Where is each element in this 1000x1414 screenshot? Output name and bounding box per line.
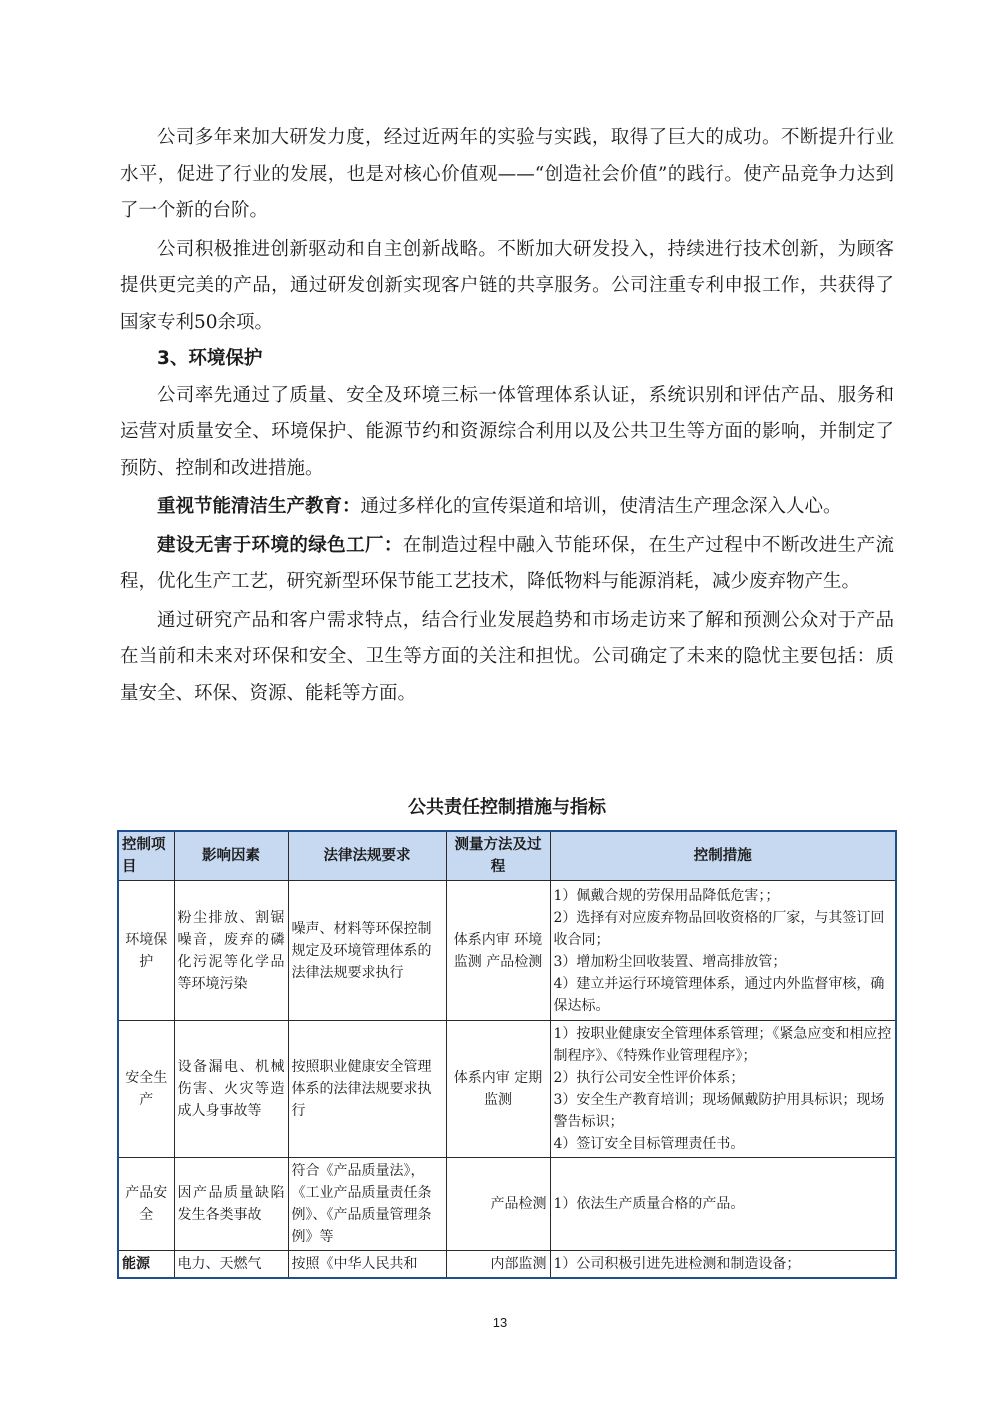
public-responsibility-table <box>117 830 897 1279</box>
paragraph-concerns: 通过研究产品和客户需求特点，结合行业发展趋势和市场走访来了解和预测公众对于产品在当前和未来对环保和安全、卫生等方面的关注和担忧。公司确定了未来的隐忧主要包括：质量安全、环保、资源、能耗等方面。 <box>120 609 894 704</box>
paragraph-green-factory <box>120 528 894 601</box>
header-measure: 测量方法及过程 <box>446 831 550 881</box>
table-row <box>118 1158 896 1251</box>
row-factor: 因产品质量缺陷发生各类事故 <box>174 1158 288 1251</box>
row-category: 安全生产 <box>118 1021 174 1158</box>
table-caption: 公共责任控制措施与指标 <box>408 797 606 818</box>
row-factor: 设备漏电、机械伤害、火灾等造成人身事故等 <box>174 1021 288 1158</box>
control-item: 3）安全生产教育培训；现场佩戴防护用具标识；现场警告标识； <box>553 1092 885 1130</box>
header-category: 控制项目 <box>118 831 174 881</box>
header-law: 法律法规要求 <box>288 831 446 881</box>
row-controls <box>550 1251 896 1279</box>
control-item: 3）增加粉尘回收装置、增高排放管； <box>553 953 787 970</box>
control-item: 1）佩戴合规的劳保用品降低危害；； <box>553 887 780 904</box>
control-item: 2）执行公司安全性评价体系； <box>553 1070 745 1086</box>
row-category: 能源 <box>118 1251 174 1279</box>
control-item: 2）选择有对应废弃物品回收资格的厂家，与其签订回收合同； <box>553 909 885 948</box>
row-measure: 体系内审 环境监测 产品检测 <box>446 881 550 1021</box>
table-row <box>118 1251 896 1279</box>
row-controls <box>550 1158 896 1251</box>
header-control: 控制措施 <box>550 831 896 881</box>
table-row <box>118 881 896 1021</box>
row-law: 噪声、材料等环保控制规定及环境管理体系的法律法规要求执行 <box>288 881 446 1021</box>
row-measure: 内部监测 <box>446 1251 550 1279</box>
row-measure: 产品检测 <box>446 1158 550 1251</box>
row-category: 产品安全 <box>118 1158 174 1251</box>
control-item: 1）按职业健康安全管理体系管理；《紧急应变和相应控制程序》、《特殊作业管理程序》； <box>553 1026 892 1064</box>
paragraph-rd: 公司多年来加大研发力度，经过近两年的实验与实践，取得了巨大的成功。不断提升行业水平，促进了行业的发展，也是对核心价值观——“创造社会价值”的践行。使产品竞争力达到了一个新的台阶。 <box>120 127 894 221</box>
table-header-row <box>118 831 896 881</box>
lead-green-factory: 建设无害于环境的绿色工厂： <box>157 534 403 556</box>
row-factor: 粉尘排放、割锯噪音，废弃的磷化污泥等化学品等环境污染 <box>174 881 288 1021</box>
text-clean-production: 通过多样化的宣传渠道和培训，使清洁生产理念深入人心。 <box>360 496 842 517</box>
row-law: 符合《产品质量法》，《工业产品质量责任条例》、《产品质量管理条例》等 <box>288 1158 446 1251</box>
control-item: 1）公司积极引进先进检测和制造设备； <box>553 1256 801 1272</box>
row-category: 环境保护 <box>118 881 174 1021</box>
lead-clean-production: 重视节能清洁生产教育： <box>157 496 361 517</box>
row-law: 按照职业健康安全管理体系的法律法规要求执行 <box>288 1021 446 1158</box>
control-item: 4）签订安全目标管理责任书。 <box>553 1136 745 1152</box>
paragraph-certification: 公司率先通过了质量、安全及环境三标一体管理体系认证，系统识别和评估产品、服务和运营对质量安全、环境保护、能源节约和资源综合利用以及公共卫生等方面的影响，并制定了预防、控制和改进措施。 <box>120 384 894 479</box>
row-factor: 电力、天燃气 <box>174 1251 288 1279</box>
row-law: 按照《中华人民共和 <box>288 1251 446 1279</box>
row-controls <box>550 881 896 1021</box>
paragraph-clean-production <box>120 489 894 526</box>
document-body <box>120 120 894 712</box>
text-green-factory: 在制造过程中融入节能环保，在生产过程中不断改进生产流程，优化生产工艺，研究新型环保节能工艺技术，降低物料与能源消耗，减少废弃物产生。 <box>120 534 894 592</box>
table-row <box>118 1021 896 1158</box>
header-factor: 影响因素 <box>174 831 288 881</box>
control-item: 1）依法生产质量合格的产品。 <box>553 1196 745 1212</box>
section-heading: 3、环境保护 <box>157 348 263 369</box>
paragraph-innovation: 公司积极推进创新驱动和自主创新战略。不断加大研发投入，持续进行技术创新，为顾客提供更完美的产品，通过研发创新实现客户链的共享服务。公司注重专利申报工作，共获得了国家专利50余项。 <box>120 238 894 333</box>
page-number: 13 <box>492 1315 508 1330</box>
row-measure: 体系内审 定期监测 <box>446 1021 550 1158</box>
control-item: 4）建立并运行环境管理体系，通过内外监督审核，确保达标。 <box>553 975 885 1014</box>
row-controls <box>550 1021 896 1158</box>
